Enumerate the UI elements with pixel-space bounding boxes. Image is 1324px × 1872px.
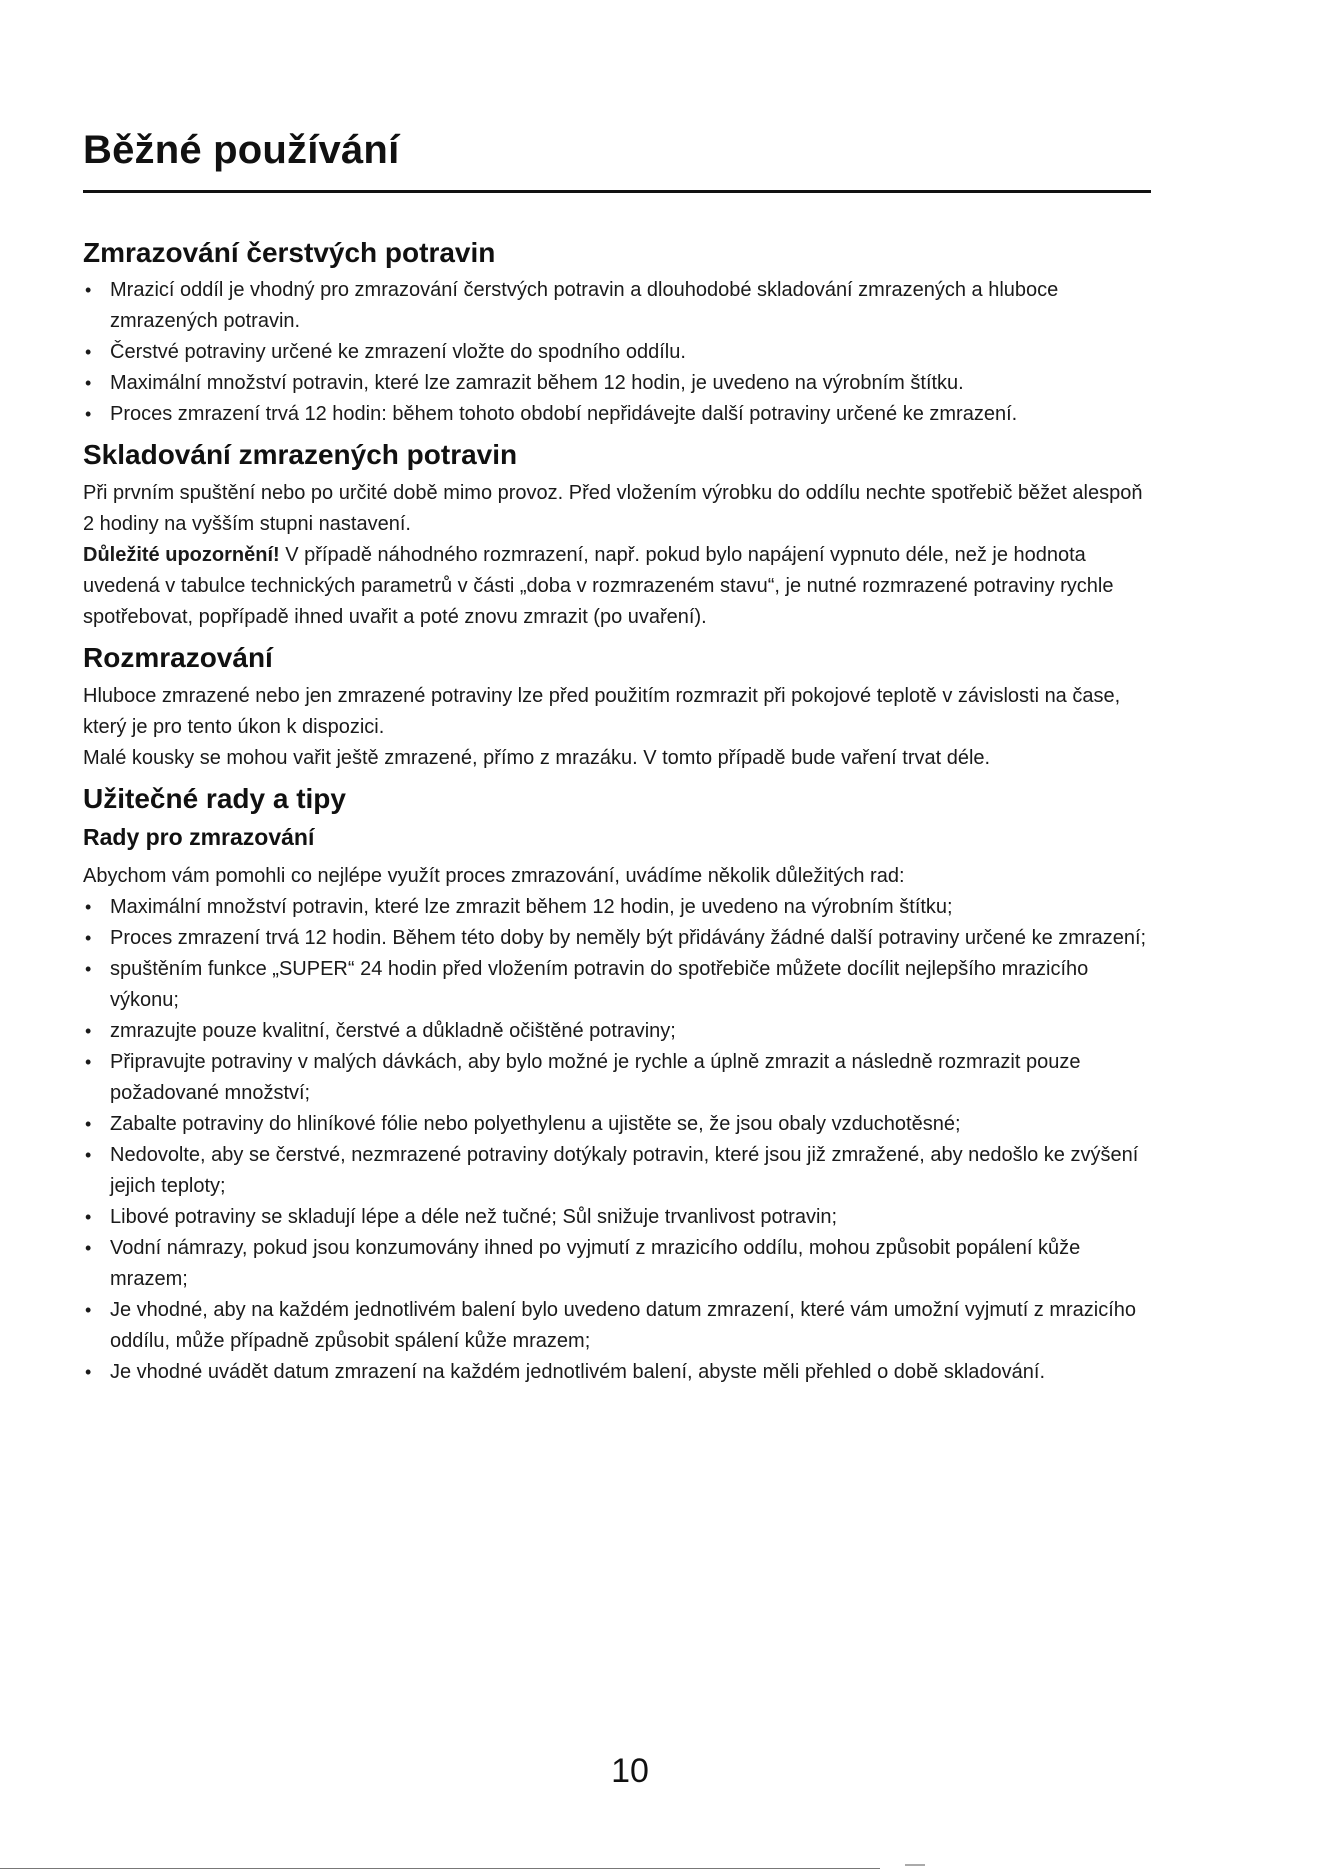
section-heading-freezing: Zmrazování čerstvých potravin <box>83 237 496 268</box>
warning-text: V případě náhodného rozmrazení, např. pokud bylo napájení vypnuto déle, než je hodnota uvedená v tabulce technických parametrů v části „doba v rozmrazeném stavu“, je nutné rozmrazené potraviny rychle spotřebovat, popřípadě ihned uvařit a poté znovu zmrazit (po uvaření). <box>83 544 1114 628</box>
section-storage <box>83 438 1153 633</box>
thawing-paragraph-1: Hluboce zmrazené nebo jen zmrazené potraviny lze před použitím rozmrazit při pokojové teplotě v závislosti na čase, který je pro tento úkon k dispozici. <box>83 685 1121 738</box>
thawing-paragraph-2: Malé kousky se mohou vařit ještě zmrazené, přímo z mrazáku. V tomto případě bude vaření trvat déle. <box>83 747 991 769</box>
list-item: • Připravujte potraviny v malých dávkách, aby bylo možné je rychle a úplně zmrazit a následně rozmrazit pouze požadované množství; <box>83 1047 1153 1109</box>
section-tips <box>83 782 1153 1388</box>
page-number: 10 <box>611 1752 649 1790</box>
section-heading-storage: Skladování zmrazených potravin <box>83 439 518 470</box>
section-freezing <box>83 236 1153 430</box>
subheading-freezing-tips: Rady pro zmrazování <box>83 824 315 850</box>
list-item: • Libové potraviny se skladují lépe a déle než tučné; Sůl snižuje trvanlivost potravin; <box>83 1202 1153 1233</box>
list-item: • Je vhodné uvádět datum zmrazení na každém jednotlivém balení, abyste měli přehled o době skladování. <box>83 1357 1153 1388</box>
list-item: • Maximální množství potravin, které lze zmrazit během 12 hodin, je uvedeno na výrobním štítku; <box>83 892 1153 923</box>
list-item: • spuštěním funkce „SUPER“ 24 hodin před vložením potravin do spotřebiče můžete docílit nejlepšího mrazicího výkonu; <box>83 954 1153 1016</box>
title-divider <box>83 190 1151 193</box>
list-item: • Vodní námrazy, pokud jsou konzumovány ihned po vyjmutí z mrazicího oddílu, mohou způsobit popálení kůže mrazem; <box>83 1233 1153 1295</box>
list-item: • Je vhodné, aby na každém jednotlivém balení bylo uvedeno datum zmrazení, které vám umožní vyjmutí z mrazicího oddílu, může případně způsobit spálení kůže mrazem; <box>83 1295 1153 1357</box>
list-item: • Mrazicí oddíl je vhodný pro zmrazování čerstvých potravin a dlouhodobé skladování zmrazených a hluboce zmrazených potravin. <box>83 275 1153 337</box>
list-item: • zmrazujte pouze kvalitní, čerstvé a důkladně očištěné potraviny; <box>83 1016 1153 1047</box>
list-item: • Zabalte potraviny do hliníkové fólie nebo polyethylenu a ujistěte se, že jsou obaly vzduchotěsné; <box>83 1109 1153 1140</box>
section-heading-tips: Užitečné rady a tipy <box>83 783 346 814</box>
warning-label: Důležité upozornění! <box>83 544 280 566</box>
list-item: • Čerstvé potraviny určené ke zmrazení vložte do spodního oddílu. <box>83 337 1153 368</box>
tips-intro: Abychom vám pomohli co nejlépe využít proces zmrazování, uvádíme několik důležitých rad: <box>83 865 905 887</box>
freezing-list <box>83 275 1153 430</box>
storage-paragraph: Při prvním spuštění nebo po určité době mimo provoz. Před vložením výrobku do oddílu nechte spotřebič běžet alespoň 2 hodiny na vyšším stupni nastavení. <box>83 482 1143 535</box>
list-item: • Proces zmrazení trvá 12 hodin. Během této doby by neměly být přidávány žádné další potraviny určené ke zmrazení; <box>83 923 1153 954</box>
footer-mark <box>905 1864 925 1866</box>
list-item: • Nedovolte, aby se čerstvé, nezmrazené potraviny dotýkaly potravin, které jsou již zmražené, aby nedošlo ke zvýšení jejich teploty; <box>83 1140 1153 1202</box>
section-heading-thawing: Rozmrazování <box>83 642 273 673</box>
list-item: • Maximální množství potravin, které lze zamrazit během 12 hodin, je uvedeno na výrobním štítku. <box>83 368 1153 399</box>
page-title: Běžné používání <box>83 128 400 172</box>
tips-list <box>83 892 1153 1388</box>
page-content <box>83 236 1153 1388</box>
footer-rule <box>0 1868 880 1869</box>
storage-warning <box>83 540 1153 633</box>
list-item: • Proces zmrazení trvá 12 hodin: během tohoto období nepřidávejte další potraviny určené ke zmrazení. <box>83 399 1153 430</box>
section-thawing <box>83 641 1153 774</box>
